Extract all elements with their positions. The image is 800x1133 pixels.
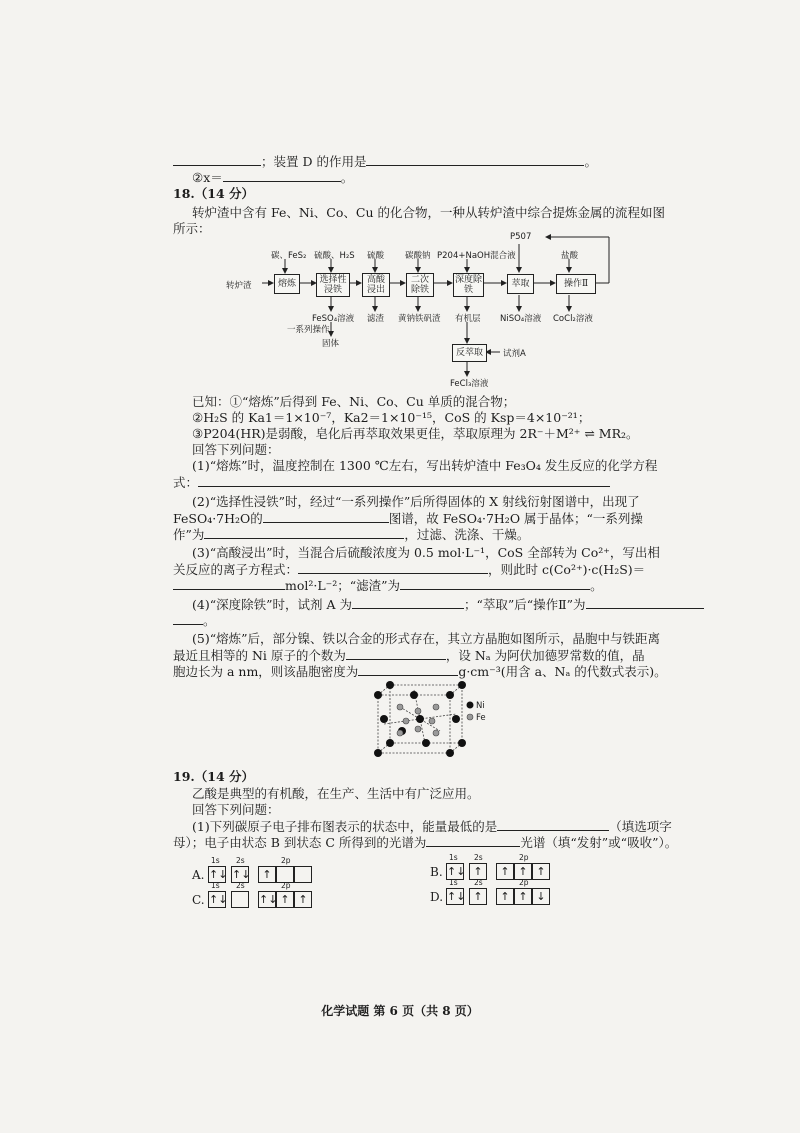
flow-reagent: 碳、FeS₂ (271, 251, 307, 261)
flow-input: 转炉渣 (226, 281, 252, 291)
q19-intro: 乙酸是典型的有机酸，在生产、生活中有广泛应用。 (192, 786, 480, 801)
q17-line1: ；装置 D 的作用是 。 (173, 153, 597, 170)
orbital-2p: ↓ (532, 888, 550, 905)
exam-page: ；装置 D 的作用是 。 ②x＝ 。 18.（14 分） 转炉渣中含有 Fe、Ni、Co、Cu 的化合物，一种从转炉渣中综合提炼金属的流程如图 所示： 转炉渣 熔炼 选择性浸铁 高酸浸出 二次除铁 深度除铁 萃取 操作Ⅱ 反萃取 碳、FeS₂ 硫酸、H₂S 硫酸 碳酸钠 P204+NaOH混合液 盐酸 P507 FeSO₄溶液 滤渣 黄钠铁矾渣 有机层 NiSO₄溶液 CoCl₂溶液 一系列操作 固体 试剂A FeCl₃溶液 已知：①“熔炼”后得到 Fe、Ni、Co、Cu 单质的混合物； ②H₂S 的 Ka1＝1×10⁻⁷，Ka2＝1×10⁻¹⁵，CoS 的 Ksp＝4×10⁻²¹； ③P204(HR)是弱酸，皂化后再萃取效果更佳，萃取原理为 2R⁻＋M²⁺ ⇌ MR₂。 回答下列问题： (1)“熔炼”时，温度控制在 1300 ℃左右，写出转炉渣中 Fe₃O₄ 发生反应的化学方程 式： (2)“选择性浸铁”时，经过“一系列操作”后所得固体的 X 射线衍射图谱中，出现了 FeSO₄·7H₂O的 图谱，故 FeSO₄·7H₂O 属于晶体；“一系列操 作”为 ，过滤、洗涤、干燥。 (3)“高酸浸出”时，当混合后硫酸浓度为 0.5 mol·L⁻¹，CoS 全部转为 Co²⁺，写出相 关反应的离子方程式： ，则此时 c(Co²⁺)·c(H₂S)＝ mol²·L⁻²；“滤渣”为 。 (4)“深度除铁”时，试剂 A 为 ；“萃取”后“操作Ⅱ”为 。 (5)“熔炼”后，部分镍、铁以合金的形式存在，其立方晶胞如图所示，晶胞中与铁距离 最近且相等的 Ni 原子的个数为 ，设 Nₐ 为阿伏加德罗常数的值，晶 胞边长为 a nm，则该晶胞密度为 g·cm⁻³(用含 a、Nₐ 的代数式表示)。 Ni Fe 19.（14 分） 乙酸是典型的有机酸，在生产、生活中有广泛应用。 回答下列问题： (1)下列碳原子电子排布图表示的状态中，能量最低的是 （填选项字 母）；电子由状态 B 到状态 C 所得到的光谱为 光谱（填“发射”或“吸收”）。 A. 1s 2s 2p ↑↓ ↑↓ ↑ B. 1s 2s 2p ↑↓ ↑ ↑ ↑ ↑ C. 1s 2s 2p ↑↓ ↑↓ ↑ ↑ D. 1s 2s 2p ↑↓ ↑ ↑ ↑ ↓ 化学试题 第 6 页（共 8 页） (0, 0, 800, 1133)
flow-box-operation-2: 操作Ⅱ (556, 274, 596, 294)
flow-fecl3: FeCl₃溶液 (450, 379, 489, 389)
flow-box-extraction: 萃取 (507, 274, 534, 294)
legend-fe-label: Fe (476, 713, 486, 723)
flow-box-selective-leach: 选择性浸铁 (316, 273, 350, 297)
q18-header: 18.（14 分） (173, 186, 254, 201)
q19-header: 19.（14 分） (173, 769, 254, 784)
q18-p2: 作”为 ，过滤、洗涤、干燥。 (173, 527, 530, 542)
flow-box-high-acid-leach: 高酸浸出 (362, 273, 390, 297)
orbital-2p: ↑ (496, 888, 514, 905)
legend-ni-label: Ni (476, 701, 485, 711)
flow-series-op: 一系列操作 (287, 325, 330, 335)
answer-blank[interactable] (497, 818, 609, 831)
q18-p4: (4)“深度除铁”时，试剂 A 为 ；“萃取”后“操作Ⅱ”为 (192, 596, 704, 613)
answer-blank[interactable] (298, 561, 488, 574)
answer-blank[interactable] (346, 647, 446, 660)
orbital-2s (231, 891, 249, 908)
q18-p5: 最近且相等的 Ni 原子的个数为 ，设 Nₐ 为阿伏加德罗常数的值，晶 (173, 648, 645, 663)
q18-p2: FeSO₄·7H₂O的 图谱，故 FeSO₄·7H₂O 属于晶体；“一系列操 (173, 511, 643, 526)
q18-p3: (3)“高酸浸出”时，当混合后硫酸浓度为 0.5 mol·L⁻¹，CoS 全部转为 Co²⁺，写出相 (192, 545, 660, 560)
flow-box-deep-iron-removal: 深度除铁 (454, 275, 482, 295)
q18-known: ②H₂S 的 Ka1＝1×10⁻⁷，Ka2＝1×10⁻¹⁵，CoS 的 Ksp＝4×10⁻²¹； (192, 410, 591, 425)
answer-blank[interactable] (204, 526, 404, 539)
flow-box-smelting: 熔炼 (274, 274, 300, 294)
answer-blank[interactable] (173, 577, 285, 590)
flow-box-second-iron-removal: 二次除铁 (406, 273, 434, 297)
orbital-1s: ↑↓ (209, 868, 228, 881)
answer-blank[interactable] (263, 510, 389, 523)
orbital-2p: ↑ (514, 863, 532, 880)
flow-product: FeSO₄溶液 (312, 314, 355, 324)
flow-product: 黄钠铁矾渣 (398, 314, 441, 324)
legend-fe-dot (467, 714, 473, 720)
orbital-2p (294, 866, 312, 883)
flow-product: 滤渣 (367, 314, 385, 324)
orbital-2p: ↑ (294, 891, 312, 908)
crystal-cell-diagram (370, 681, 490, 757)
orbital-2p: ↑ (514, 888, 532, 905)
answer-blank[interactable] (358, 663, 458, 676)
flow-reagent: 碳酸钠 (405, 251, 431, 261)
flow-solid: 固体 (322, 339, 340, 349)
flow-recycle-label: P507 (510, 232, 532, 242)
flow-reagent-a: 试剂A (503, 349, 526, 359)
answer-blank[interactable] (586, 596, 704, 609)
q18-known: 已知：①“熔炼”后得到 Fe、Ni、Co、Cu 单质的混合物； (192, 394, 516, 409)
q18-p3: mol²·L⁻²；“滤渣”为 。 (173, 577, 603, 594)
page-footer: 化学试题 第 6 页（共 8 页） (321, 1004, 479, 1018)
q18-p5: (5)“熔炼”后，部分镍、铁以合金的形式存在，其立方晶胞如图所示，晶胞中与铁距离 (192, 631, 660, 646)
answer-blank[interactable] (173, 612, 203, 625)
flow-box-back-extraction: 反萃取 (452, 344, 487, 362)
q18-p1: 式： (173, 474, 610, 491)
answer-blank[interactable] (352, 596, 464, 609)
answer-blank[interactable] (198, 474, 610, 487)
q18-p5: 胞边长为 a nm，则该晶胞密度为 g·cm⁻³(用含 a、Nₐ 的代数式表示)。 (173, 664, 667, 679)
orbital-2p: ↑ (532, 863, 550, 880)
answer-blank[interactable] (426, 834, 520, 847)
orbital-1s: ↑↓ (209, 893, 228, 906)
orbital-1s: ↑↓ (447, 890, 466, 903)
flow-arrows (0, 0, 800, 400)
orbital-2p: ↑ (276, 891, 294, 908)
flow-reagent: 盐酸 (561, 251, 579, 261)
orbital-2s: ↑ (469, 863, 487, 880)
q18-prompt: 回答下列问题： (192, 442, 280, 457)
q18-known: ③P204(HR)是弱酸，皂化后再萃取效果更佳，萃取原理为 2R⁻＋M²⁺ ⇌ MR₂。 (192, 426, 639, 441)
orbital-2s: ↑ (469, 888, 487, 905)
q18-p3: 关反应的离子方程式： ，则此时 c(Co²⁺)·c(H₂S)＝ (173, 562, 646, 577)
orbital-1s: ↑↓ (447, 865, 466, 878)
q18-p2: (2)“选择性浸铁”时，经过“一系列操作”后所得固体的 X 射线衍射图谱中，出现了 (192, 494, 640, 509)
flow-product: CoCl₂溶液 (553, 314, 593, 324)
answer-blank[interactable] (400, 577, 590, 590)
q19-p1: (1)下列碳原子电子排布图表示的状态中，能量最低的是 （填选项字 (192, 819, 672, 834)
flow-reagent: 硫酸 (367, 251, 385, 261)
flow-reagent: P204+NaOH混合液 (437, 251, 516, 261)
q19-p1: 母）；电子由状态 B 到状态 C 所得到的光谱为 光谱（填“发射”或“吸收”）。 (173, 835, 678, 850)
orbital-2p: ↑ (496, 863, 514, 880)
orbital-2s: ↑↓ (232, 868, 251, 881)
legend-ni-dot (467, 702, 474, 709)
q19-prompt: 回答下列问题： (192, 802, 280, 817)
flow-reagent: 硫酸、H₂S (314, 251, 355, 261)
flow-product: 有机层 (455, 314, 481, 324)
q17-line2: ②x＝ 。 (192, 170, 354, 185)
q18-p1: (1)“熔炼”时，温度控制在 1300 ℃左右，写出转炉渣中 Fe₃O₄ 发生反应的化学方程 (192, 458, 658, 473)
orbital-2p: ↑↓ (259, 893, 278, 906)
q18-intro: 所示： (173, 221, 211, 236)
orbital-2p: ↑ (258, 866, 276, 883)
q18-p4: 。 (173, 612, 216, 629)
q18-intro: 转炉渣中含有 Fe、Ni、Co、Cu 的化合物，一种从转炉渣中综合提炼金属的流程如图 (192, 205, 665, 220)
flow-product: NiSO₄溶液 (500, 314, 542, 324)
